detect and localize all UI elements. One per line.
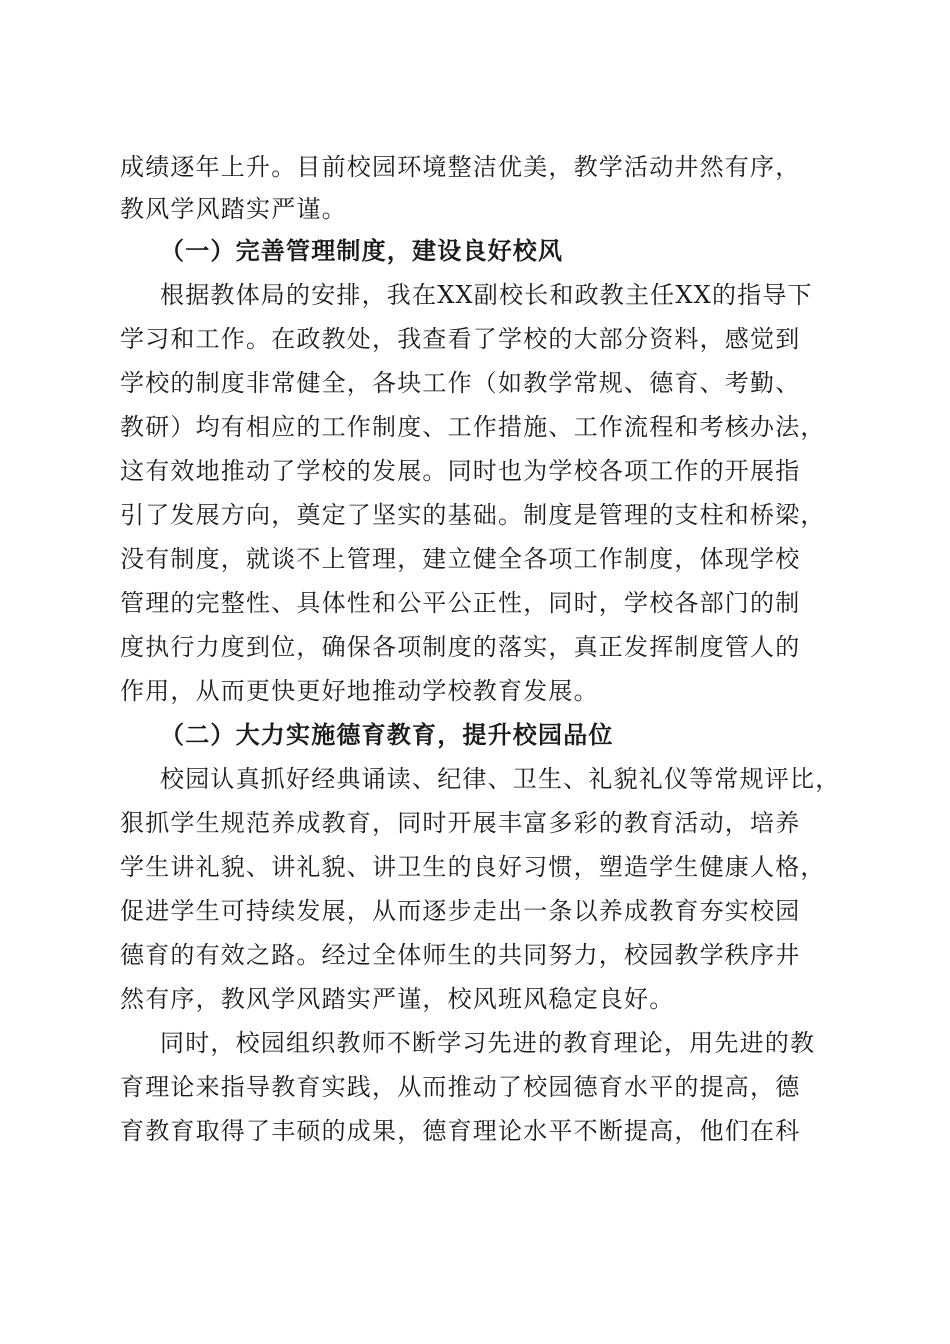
paragraph-line: 促进学生可持续发展，从而逐步走出一条以养成教育夯实校园 bbox=[120, 897, 801, 925]
paragraph-line: 育教育取得了丰硕的成果，德育理论水平不断提高，他们在科 bbox=[120, 1117, 801, 1145]
paragraph-line: 引了发展方向，奠定了坚实的基础。制度是管理的支柱和桥梁， bbox=[120, 501, 826, 529]
paragraph-line: 德育的有效之路。经过全体师生的共同努力，校园教学秩序井 bbox=[120, 941, 801, 969]
paragraph-line: 没有制度，就谈不上管理，建立健全各项工作制度，体现学校 bbox=[120, 545, 801, 573]
paragraph-line: 这有效地推动了学校的发展。同时也为学校各项工作的开展指 bbox=[120, 457, 801, 485]
paragraph-line: 教研）均有相应的工作制度、工作措施、工作流程和考核办法， bbox=[120, 413, 826, 441]
paragraph-line: 度执行力度到位，确保各项制度的落实，真正发挥制度管人的 bbox=[120, 633, 801, 661]
paragraph-line: 管理的完整性、具体性和公平公正性，同时，学校各部门的制 bbox=[120, 589, 801, 617]
paragraph-line: 同时，校园组织教师不断学习先进的教育理论，用先进的教 bbox=[160, 1029, 816, 1057]
section-heading-2: （二）大力实施德育教育，提升校园品位 bbox=[160, 720, 614, 749]
paragraph-line: 学习和工作。在政教处，我查看了学校的大部分资料，感觉到 bbox=[120, 325, 801, 353]
paragraph-line: 成绩逐年上升。目前校园环境整洁优美，教学活动井然有序， bbox=[120, 153, 801, 181]
section-heading-1: （一）完善管理制度，建设良好校风 bbox=[160, 236, 564, 265]
paragraph-line: 校园认真抓好经典诵读、纪律、卫生、礼貌礼仪等常规评比， bbox=[160, 765, 841, 793]
paragraph-line: 育理论来指导教育实践，从而推动了校园德育水平的提高，德 bbox=[120, 1073, 801, 1101]
paragraph-line: 学生讲礼貌、讲礼貌、讲卫生的良好习惯，塑造学生健康人格， bbox=[120, 853, 826, 881]
paragraph-line: 教风学风踏实严谨。 bbox=[120, 195, 347, 223]
paragraph-line: 根据教体局的安排，我在XX副校长和政教主任XX的指导下 bbox=[160, 281, 813, 309]
paragraph-line: 作用，从而更快更好地推动学校教育发展。 bbox=[120, 677, 599, 705]
paragraph-line: 学校的制度非常健全，各块工作（如教学常规、德育、考勤、 bbox=[120, 369, 801, 397]
paragraph-line: 狠抓学生规范养成教育，同时开展丰富多彩的教育活动，培养 bbox=[120, 809, 801, 837]
paragraph-line: 然有序，教风学风踏实严谨，校风班风稳定良好。 bbox=[120, 985, 675, 1013]
